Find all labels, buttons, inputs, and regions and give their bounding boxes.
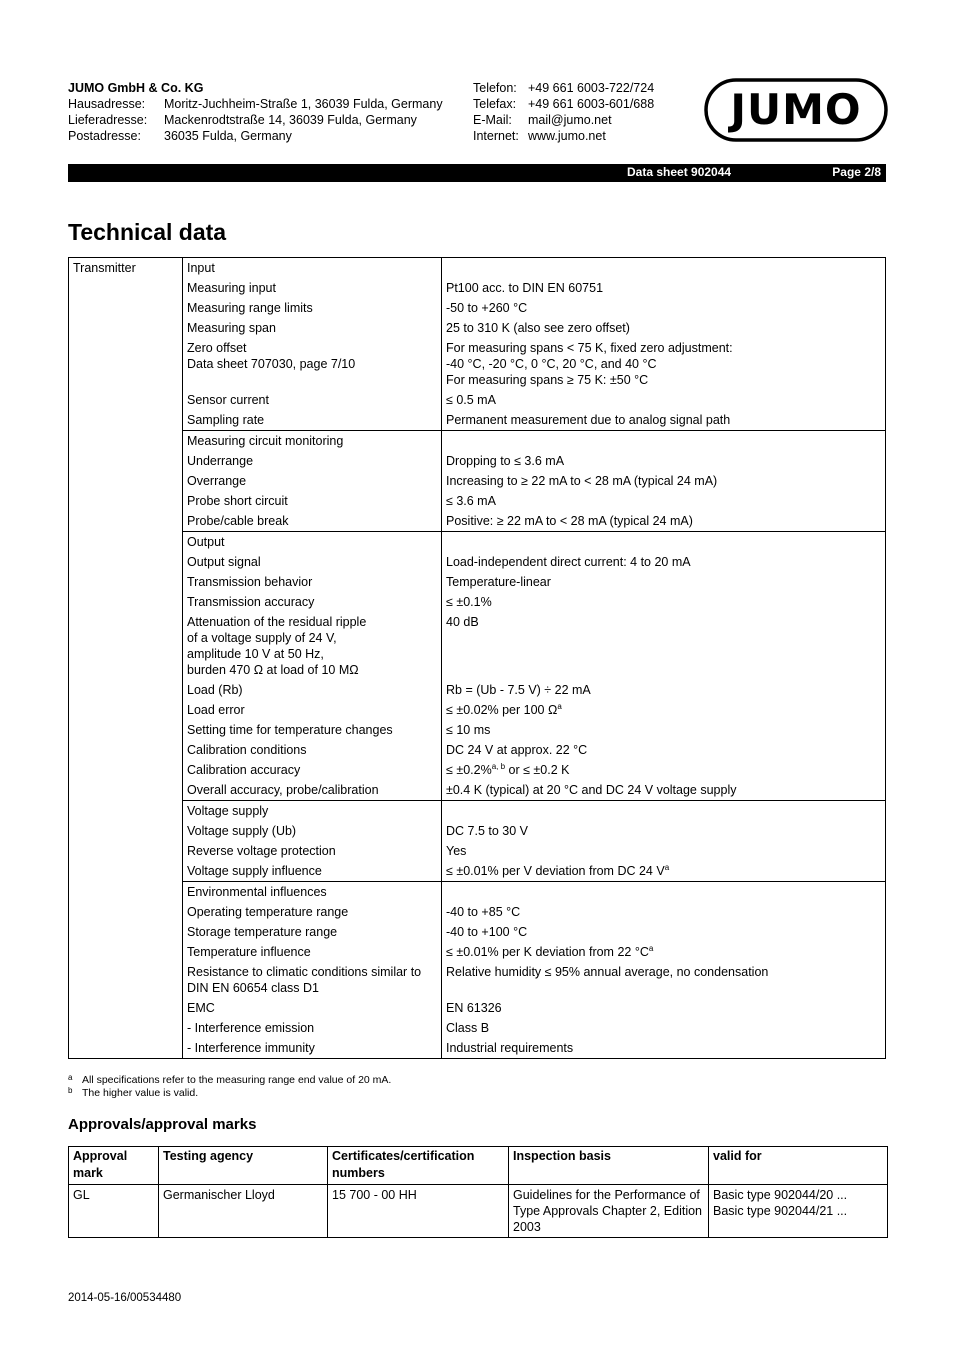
spec-value: 25 to 310 K (also see zero offset)	[446, 321, 630, 335]
address-row-home	[68, 96, 443, 112]
approvals-heading: Approvals/approval marks	[68, 1116, 257, 1133]
spec-parameter: Zero offset Data sheet 707030, page 7/10	[183, 338, 442, 390]
footnote-mark: b	[68, 1086, 73, 1095]
spec-value-cell	[442, 922, 886, 942]
address-row-delivery	[68, 112, 417, 128]
spec-row	[69, 511, 886, 532]
spec-value: ≤ ±0.01% per V deviation from DC 24 V	[446, 864, 665, 878]
address-value: Moritz-Juchheim-Straße 1, 36039 Fulda, Germany	[164, 97, 443, 111]
group-heading-value	[442, 801, 886, 822]
spec-value: -40 to +100 °C	[446, 925, 528, 939]
spec-value: DC 24 V at approx. 22 °C	[446, 743, 588, 757]
approvals-header-row	[69, 1147, 888, 1185]
datasheet-bar	[68, 164, 886, 182]
group-heading-value	[442, 431, 886, 452]
column-header: Inspection basis	[509, 1147, 709, 1185]
address-value: Mackenrodtstraße 14, 36039 Fulda, Germany	[164, 113, 417, 127]
footnote-b	[68, 1084, 198, 1100]
spec-parameter: Load error	[183, 700, 442, 720]
page-title: Technical data	[68, 219, 227, 245]
spec-value: ≤ ±0.1%	[446, 595, 492, 609]
spec-value: ≤ 10 ms	[446, 723, 491, 737]
spec-parameter: Output signal	[183, 552, 442, 572]
spec-value: 40 dB	[446, 615, 479, 629]
spec-parameter: Resistance to climatic conditions similar to DIN EN 60654 class D1	[183, 962, 442, 998]
spec-row	[69, 680, 886, 700]
spec-row	[69, 902, 886, 922]
table-cell: 15 700 - 00 HH	[328, 1185, 509, 1238]
spec-value-suffix: or ≤ ±0.2 K	[505, 763, 570, 777]
spec-value: Class B	[446, 1021, 490, 1035]
spec-value: -40 to +85 °C	[446, 905, 521, 919]
spec-row	[69, 410, 886, 431]
spec-row	[69, 922, 886, 942]
footnote-text: All specifications refer to the measuring range end value of 20 mA.	[82, 1074, 392, 1086]
spec-row	[69, 612, 886, 680]
spec-row	[69, 491, 886, 511]
spec-row	[69, 552, 886, 572]
spec-row	[69, 592, 886, 612]
spec-row	[69, 720, 886, 740]
spec-value: ≤ ±0.02% per 100 Ω	[446, 703, 558, 717]
spec-value-cell	[442, 998, 886, 1018]
spec-value-cell	[442, 592, 886, 612]
spec-parameter: Calibration accuracy	[183, 760, 442, 780]
spec-parameter: Voltage supply (Ub)	[183, 821, 442, 841]
contact-row-fax	[473, 96, 654, 112]
spec-value-cell	[442, 902, 886, 922]
column-header: Certificates/certification numbers	[328, 1147, 509, 1185]
datasheet-number: Data sheet 902044	[627, 165, 732, 179]
contact-label: Internet:	[473, 129, 519, 143]
spec-value: Temperature-linear	[446, 575, 551, 589]
footnote-reference: a	[557, 702, 562, 711]
spec-row	[69, 298, 886, 318]
group-heading: Measuring circuit monitoring	[183, 431, 442, 452]
spec-parameter: Transmission behavior	[183, 572, 442, 592]
spec-value: DC 7.5 to 30 V	[446, 824, 528, 838]
column-header: Approval mark	[69, 1147, 159, 1185]
table-cell: Guidelines for the Performance of Type Approvals Chapter 2, Edition 2003	[509, 1185, 709, 1238]
spec-parameter: Measuring input	[183, 278, 442, 298]
spec-parameter: - Interference emission	[183, 1018, 442, 1038]
spec-row	[69, 451, 886, 471]
spec-value-cell	[442, 780, 886, 801]
group-heading: Output	[183, 532, 442, 553]
document-id: 2014-05-16/00534480	[68, 1292, 182, 1304]
spec-parameter: Transmission accuracy	[183, 592, 442, 612]
table-cell: GL	[69, 1185, 159, 1238]
contact-value: +49 661 6003-601/688	[528, 97, 655, 111]
address-label: Lieferadresse:	[68, 113, 148, 127]
spec-row	[69, 390, 886, 410]
page-number: Page 2/8	[832, 165, 881, 179]
group-heading-row	[69, 258, 886, 279]
spec-parameter: Probe short circuit	[183, 491, 442, 511]
technical-data-table	[68, 257, 886, 1059]
spec-row	[69, 1038, 886, 1059]
address-label: Postadresse:	[68, 129, 141, 143]
spec-row	[69, 1018, 886, 1038]
spec-value: For measuring spans < 75 K, fixed zero adjustment: -40 °C, -20 °C, 0 °C, 20 °C, and 40 °C For measuring spans ≥ 75 K: ±50 °C	[446, 341, 733, 387]
spec-row	[69, 942, 886, 962]
spec-row	[69, 998, 886, 1018]
spec-parameter: Measuring range limits	[183, 298, 442, 318]
spec-value-cell	[442, 511, 886, 532]
spec-value-cell	[442, 1038, 886, 1059]
spec-parameter: Sensor current	[183, 390, 442, 410]
spec-parameter: Attenuation of the residual ripple of a voltage supply of 24 V, amplitude 10 V at 50 Hz, burden 470 Ω at load of 10 MΩ	[183, 612, 442, 680]
contact-value: +49 661 6003-722/724	[528, 81, 655, 95]
group-heading: Voltage supply	[183, 801, 442, 822]
footnote-reference: a, b	[491, 762, 506, 771]
spec-value: EN 61326	[446, 1001, 502, 1015]
spec-parameter: Load (Rb)	[183, 680, 442, 700]
spec-value: Positive: ≥ 22 mA to < 28 mA (typical 24 mA)	[446, 514, 693, 528]
footnote-text: The higher value is valid.	[82, 1087, 199, 1099]
spec-value: Permanent measurement due to analog signal path	[446, 413, 731, 427]
group-heading: Environmental influences	[183, 882, 442, 903]
spec-parameter: Overall accuracy, probe/calibration	[183, 780, 442, 801]
footnote-reference: a	[664, 863, 670, 872]
group-heading-row	[69, 532, 886, 553]
spec-parameter: Storage temperature range	[183, 922, 442, 942]
column-header: Testing agency	[159, 1147, 328, 1185]
spec-value-cell	[442, 821, 886, 841]
footnote-reference: a	[648, 944, 654, 953]
spec-row	[69, 471, 886, 491]
spec-value-cell	[442, 338, 886, 390]
spec-value: Load-independent direct current: 4 to 20 mA	[446, 555, 691, 569]
spec-row	[69, 962, 886, 998]
spec-value-cell	[442, 410, 886, 431]
spec-value: ≤ ±0.2%	[446, 763, 492, 777]
spec-value-cell	[442, 962, 886, 998]
spec-value-cell	[442, 1018, 886, 1038]
table-cell: Basic type 902044/20 ... Basic type 902044/21 ...	[709, 1185, 888, 1238]
spec-value: Relative humidity ≤ 95% annual average, no condensation	[446, 965, 769, 979]
spec-value-cell	[442, 278, 886, 298]
spec-value-cell	[442, 572, 886, 592]
spec-value-cell	[442, 318, 886, 338]
group-heading-value	[442, 882, 886, 903]
spec-parameter: Sampling rate	[183, 410, 442, 431]
address-label: Hausadresse:	[68, 97, 146, 111]
spec-row	[69, 318, 886, 338]
spec-value-cell	[442, 700, 886, 720]
approvals-table	[68, 1146, 888, 1238]
category-label: Transmitter	[69, 258, 183, 1059]
spec-row	[69, 338, 886, 390]
spec-value-cell	[442, 760, 886, 780]
spec-row	[69, 740, 886, 760]
contact-label: Telefon:	[473, 81, 517, 95]
spec-parameter: Measuring span	[183, 318, 442, 338]
spec-value: ±0.4 K (typical) at 20 °C and DC 24 V voltage supply	[446, 783, 737, 797]
spec-value: Dropping to ≤ 3.6 mA	[446, 454, 565, 468]
spec-row	[69, 780, 886, 801]
spec-value: Pt100 acc. to DIN EN 60751	[446, 281, 604, 295]
table-cell: Germanischer Lloyd	[159, 1185, 328, 1238]
spec-parameter: Voltage supply influence	[183, 861, 442, 882]
spec-value-cell	[442, 841, 886, 861]
spec-row	[69, 572, 886, 592]
spec-value-cell	[442, 491, 886, 511]
spec-row	[69, 821, 886, 841]
spec-value-cell	[442, 390, 886, 410]
spec-value: Yes	[446, 844, 467, 858]
approvals-row	[69, 1185, 888, 1238]
column-header: valid for	[709, 1147, 888, 1185]
spec-value: ≤ ±0.01% per K deviation from 22 °C	[446, 945, 649, 959]
footnote-mark: a	[68, 1073, 73, 1082]
spec-parameter: Calibration conditions	[183, 740, 442, 760]
spec-parameter: Reverse voltage protection	[183, 841, 442, 861]
jumo-logo	[704, 78, 888, 142]
spec-value-cell	[442, 552, 886, 572]
company-name: JUMO GmbH & Co. KG	[68, 81, 204, 95]
contact-label: Telefax:	[473, 97, 517, 111]
contact-label: E-Mail:	[473, 113, 512, 127]
spec-value: Rb = (Ub - 7.5 V) ÷ 22 mA	[446, 683, 591, 697]
spec-row	[69, 278, 886, 298]
spec-value-cell	[442, 942, 886, 962]
spec-parameter: Setting time for temperature changes	[183, 720, 442, 740]
spec-parameter: Temperature influence	[183, 942, 442, 962]
group-heading: Input	[183, 258, 442, 279]
spec-parameter: Probe/cable break	[183, 511, 442, 532]
group-heading-value	[442, 258, 886, 279]
spec-row	[69, 841, 886, 861]
spec-value-cell	[442, 680, 886, 700]
spec-value-cell	[442, 720, 886, 740]
spec-row	[69, 760, 886, 780]
spec-value-cell	[442, 612, 886, 680]
spec-row	[69, 861, 886, 882]
contact-value[interactable]: www.jumo.net	[528, 129, 606, 143]
contact-row-email	[473, 112, 612, 128]
group-heading-value	[442, 532, 886, 553]
spec-value-cell	[442, 451, 886, 471]
spec-parameter: Overrange	[183, 471, 442, 491]
address-row-postal	[68, 128, 292, 144]
spec-value: ≤ 3.6 mA	[446, 494, 496, 508]
contact-row-phone	[473, 80, 654, 96]
spec-value-cell	[442, 861, 886, 882]
spec-row	[69, 700, 886, 720]
group-heading-row	[69, 882, 886, 903]
spec-parameter: Underrange	[183, 451, 442, 471]
spec-value-cell	[442, 471, 886, 491]
address-value: 36035 Fulda, Germany	[164, 129, 292, 143]
spec-value: ≤ 0.5 mA	[446, 393, 496, 407]
contact-value[interactable]: mail@jumo.net	[528, 113, 612, 127]
spec-parameter: Operating temperature range	[183, 902, 442, 922]
group-heading-row	[69, 431, 886, 452]
spec-value-cell	[442, 298, 886, 318]
spec-value-cell	[442, 740, 886, 760]
spec-value: Increasing to ≥ 22 mA to < 28 mA (typical 24 mA)	[446, 474, 718, 488]
spec-parameter: - Interference immunity	[183, 1038, 442, 1059]
spec-value: -50 to +260 °C	[446, 301, 528, 315]
group-heading-row	[69, 801, 886, 822]
logo-text: JUMO	[730, 85, 862, 134]
spec-value: Industrial requirements	[446, 1041, 574, 1055]
spec-parameter: EMC	[183, 998, 442, 1018]
contact-row-internet	[473, 128, 606, 144]
